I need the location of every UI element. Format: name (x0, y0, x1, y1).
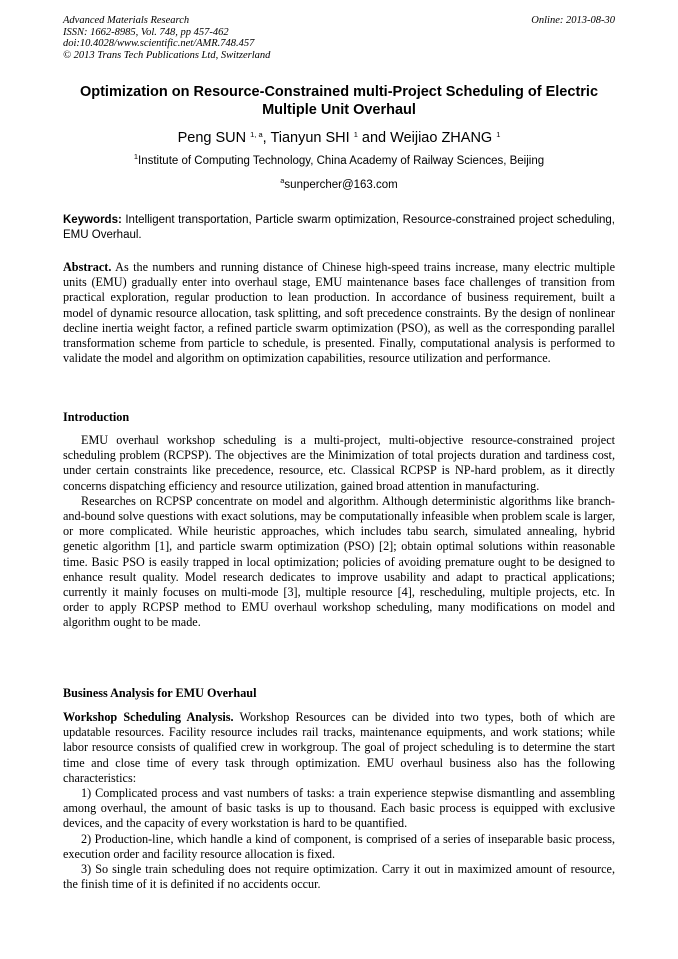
abstract (63, 260, 615, 366)
list-item: 3) So single train scheduling does not require optimization. Carry it out in maximized amount of resource, the finish time of it is definited if no accidents occur. (63, 862, 615, 892)
list-item: 2) Production-line, which handle a kind of component, is comprised of a series of inseparable basic process, execution order and facility resource allocation is fixed. (63, 831, 615, 861)
business-analysis-body (63, 710, 615, 892)
paper-title: Optimization on Resource-Constrained multi-Project Scheduling of Electric Multiple Unit Overhaul (79, 84, 599, 118)
paragraph (63, 710, 615, 786)
copyright: © 2013 Trans Tech Publications Ltd, Switzerland (63, 49, 271, 61)
author-name: Weijiao ZHANG (390, 130, 493, 146)
keywords-text: Intelligent transportation, Particle swarm optimization, Resource-constrained project scheduling, EMU Overhaul. (63, 214, 615, 241)
journal-name: Advanced Materials Research (63, 15, 190, 26)
list-item: 1) Complicated process and vast numbers of tasks: a train experience stepwise dismantling and assembling among overhaul, the amount of basic tasks is up to thousand. Each basic process is equipped with exclusive devices, and the capacity of every workstation is hard to be quantified. (63, 786, 615, 831)
keywords (63, 213, 615, 243)
subsection-label: Workshop Scheduling Analysis. (63, 710, 234, 724)
section-heading-business-analysis: Business Analysis for EMU Overhaul (63, 686, 257, 700)
online-date: Online: 2013-08-30 (531, 15, 615, 26)
journal-header (63, 15, 615, 61)
author-email (63, 177, 615, 193)
affiliation (63, 153, 615, 169)
keywords-label: Keywords: (63, 214, 122, 226)
abstract-text: As the numbers and running distance of Chinese high-speed trains increase, many electric multiple units (EMU) gradually enter into overhaul stage, EMU maintenance bases face challenges of transition from practical exploration, regular production to lean production. In accordance of business requirement, built a model of dynamic resource allocation, task splitting, and soft precedence constraints. By the design of nonlinear decline inertia weight factor, a refined particle swarm optimization (PSO), as well as the corresponding parallel transformation scheme from particle to schedule, is presented. Finally, computational analysis is performed to validate the model and algorithm on optimization capabilities, resource utilization and performance. (63, 260, 615, 366)
author-name: Tianyun SHI (270, 130, 350, 146)
journal-info (63, 15, 270, 61)
abstract-label: Abstract. (63, 260, 112, 274)
affiliation-mark: 1 (133, 152, 139, 161)
section-heading-introduction: Introduction (63, 410, 130, 424)
email-mark: a (280, 176, 285, 185)
author-separator: , (262, 130, 271, 146)
author-list (63, 128, 615, 148)
paragraph: EMU overhaul workshop scheduling is a multi-project, multi-objective resource-constrained project scheduling problem (RCPSP). The objectives are the Minimization of total projects duration and tardiness cost, under certain constraints like precedence, resource, etc. Classical RCPSP is NP-hard problem, as it directly concerns dispatching efficiency and resource utilization, gained broad attention in manufacturing. (63, 433, 615, 493)
doi: doi:10.4028/www.scientific.net/AMR.748.457 (63, 38, 255, 49)
paragraph-text: Workshop Resources can be divided into two types, both of which are updatable resources. Facility resource includes rail tracks, maintenance equipments, and work stations; while labor resource consists of qualified crew in workgroup. The goal of project scheduling is to determine the start time and close time of every task through optimization. EMU overhaul business also has the following characteristics: (63, 710, 615, 785)
author-affiliation-mark: 1, a (250, 130, 263, 139)
author-separator: and (357, 130, 391, 146)
issn-volume: ISSN: 1662-8985, Vol. 748, pp 457-462 (63, 26, 229, 38)
paragraph: Researches on RCPSP concentrate on model and algorithm. Although deterministic algorithms like branch-and-bound solve questions with exact solutions, may be computationally infeasible when problem scale is larger, or more complicated. While heuristic approaches, which includes tabu search, simulated annealing, hybrid genetic algorithm [1], and particle swarm optimization (PSO) [2]; obtain optimal solutions within reasonable time. Basic PSO is easily trapped in local optimization; policies of avoiding premature ought to be designed to enhance result quality. Model research dedicates to improve usability and adapt to practical applications; currently it mainly focuses on multi-mode [3], multiple resource [4], rescheduling, multiple projects, etc. In order to apply RCPSP method to EMU overhaul workshop scheduling, many modifications on model and algorithm ought to be made. (63, 493, 615, 630)
introduction-body (63, 433, 615, 631)
author-affiliation-mark: 1 (496, 130, 501, 139)
email-address[interactable]: sunpercher@163.com (284, 179, 398, 191)
author-name: Peng SUN (177, 130, 247, 146)
affiliation-text: Institute of Computing Technology, China Academy of Railway Sciences, Beijing (138, 155, 545, 167)
author-affiliation-mark: 1 (353, 130, 358, 139)
